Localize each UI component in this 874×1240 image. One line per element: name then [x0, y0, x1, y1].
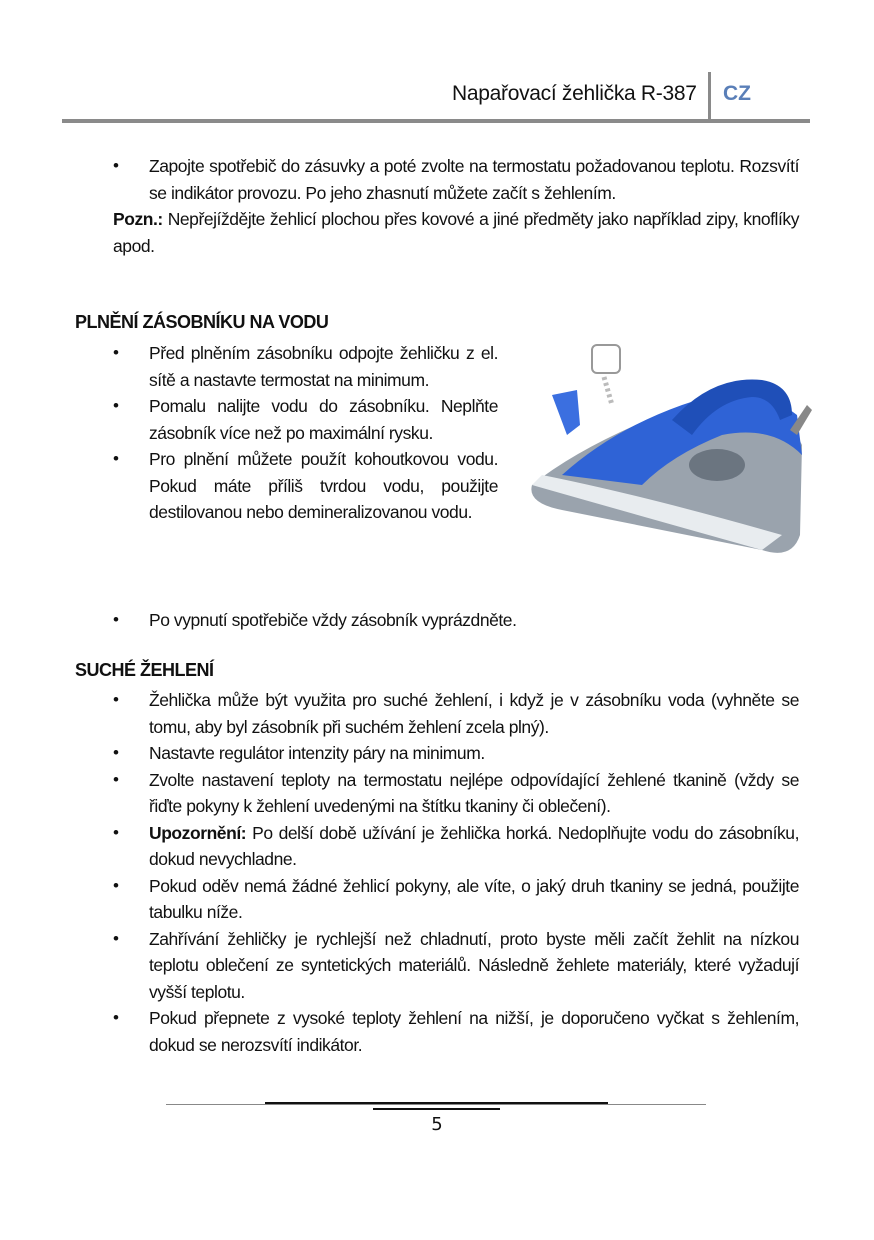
list-item: • Pomalu nalijte vodu do zásobníku. Neplňte zásobník více než po maximální rysku. — [113, 393, 498, 446]
list-item: • Zapojte spotřebič do zásuvky a poté zvolte na termostatu požadovanou teplotu. Rozsvítí se indikátor provozu. Po jeho zhasnutí můžete začít s žehlením. — [113, 153, 799, 206]
section-heading-water: PLNĚNÍ ZÁSOBNÍKU NA VODU — [75, 312, 329, 332]
list-item: • Zahřívání žehličky je rychlejší než chladnutí, proto byste měli začít žehlit na nízkou teplotu oblečení ze syntetických materiálů. Následně žehlete materiály, které vyžadují vyšší teplotu. — [113, 926, 799, 1006]
note-label: Pozn.: — [113, 209, 163, 229]
header-divider — [708, 72, 711, 122]
footer-rule — [265, 1102, 608, 1104]
steam-iron-illustration — [522, 335, 817, 570]
footer-rule — [373, 1108, 500, 1110]
water-list — [113, 340, 498, 526]
page-number: 5 — [431, 1114, 443, 1135]
note — [113, 206, 799, 259]
dry-ironing-list — [113, 687, 799, 1058]
list-item: • Zvolte nastavení teploty na termostatu nejlépe odpovídající žehlené tkanině (vždy se řiďte pokyny k žehlení uvedenými na štítku tkaniny či oblečení). — [113, 767, 799, 820]
note-text: Nepřejíždějte žehlicí plochou přes kovové a jiné předměty jako například zipy, knoflíky apod. — [113, 209, 799, 256]
header-rule — [62, 119, 810, 123]
header-language: CZ — [723, 82, 751, 105]
water-list-last — [113, 607, 799, 634]
list-item-warning — [113, 820, 799, 873]
list-item: • Pro plnění můžete použít kohoutkovou vodu. Pokud máte příliš tvrdou vodu, použijte destilovanou nebo demineralizovanou vodu. — [113, 446, 498, 526]
list-item: • Pokud přepnete z vysoké teploty žehlení na nižší, je doporučeno vyčkat s žehlením, dokud se nerozsvítí indikátor. — [113, 1005, 799, 1058]
header-title: Napařovací žehlička R-387 — [452, 82, 697, 105]
list-item: • Pokud oděv nemá žádné žehlicí pokyny, ale víte, o jaký druh tkaniny se jedná, použijte tabulku níže. — [113, 873, 799, 926]
footer-rule — [166, 1104, 706, 1105]
list-item: • Nastavte regulátor intenzity páry na minimum. — [113, 740, 799, 767]
section-heading-dry-ironing: SUCHÉ ŽEHLENÍ — [75, 660, 214, 680]
list-item: • Před plněním zásobníku odpojte žehličku z el. sítě a nastavte termostat na minimum. — [113, 340, 498, 393]
warning-label: Upozornění: — [149, 822, 247, 843]
list-item: • Po vypnutí spotřebiče vždy zásobník vyprázdněte. — [113, 607, 799, 634]
intro — [113, 153, 799, 259]
list-item: • Žehlička může být využita pro suché žehlení, i když je v zásobníku voda (vyhněte se tomu, aby byl zásobník při suchém žehlení zcela plný). — [113, 687, 799, 740]
warning-text: Po delší době užívání je žehlička horká. Nedoplňujte vodu do zásobníku, dokud nevychladne. — [149, 822, 799, 869]
